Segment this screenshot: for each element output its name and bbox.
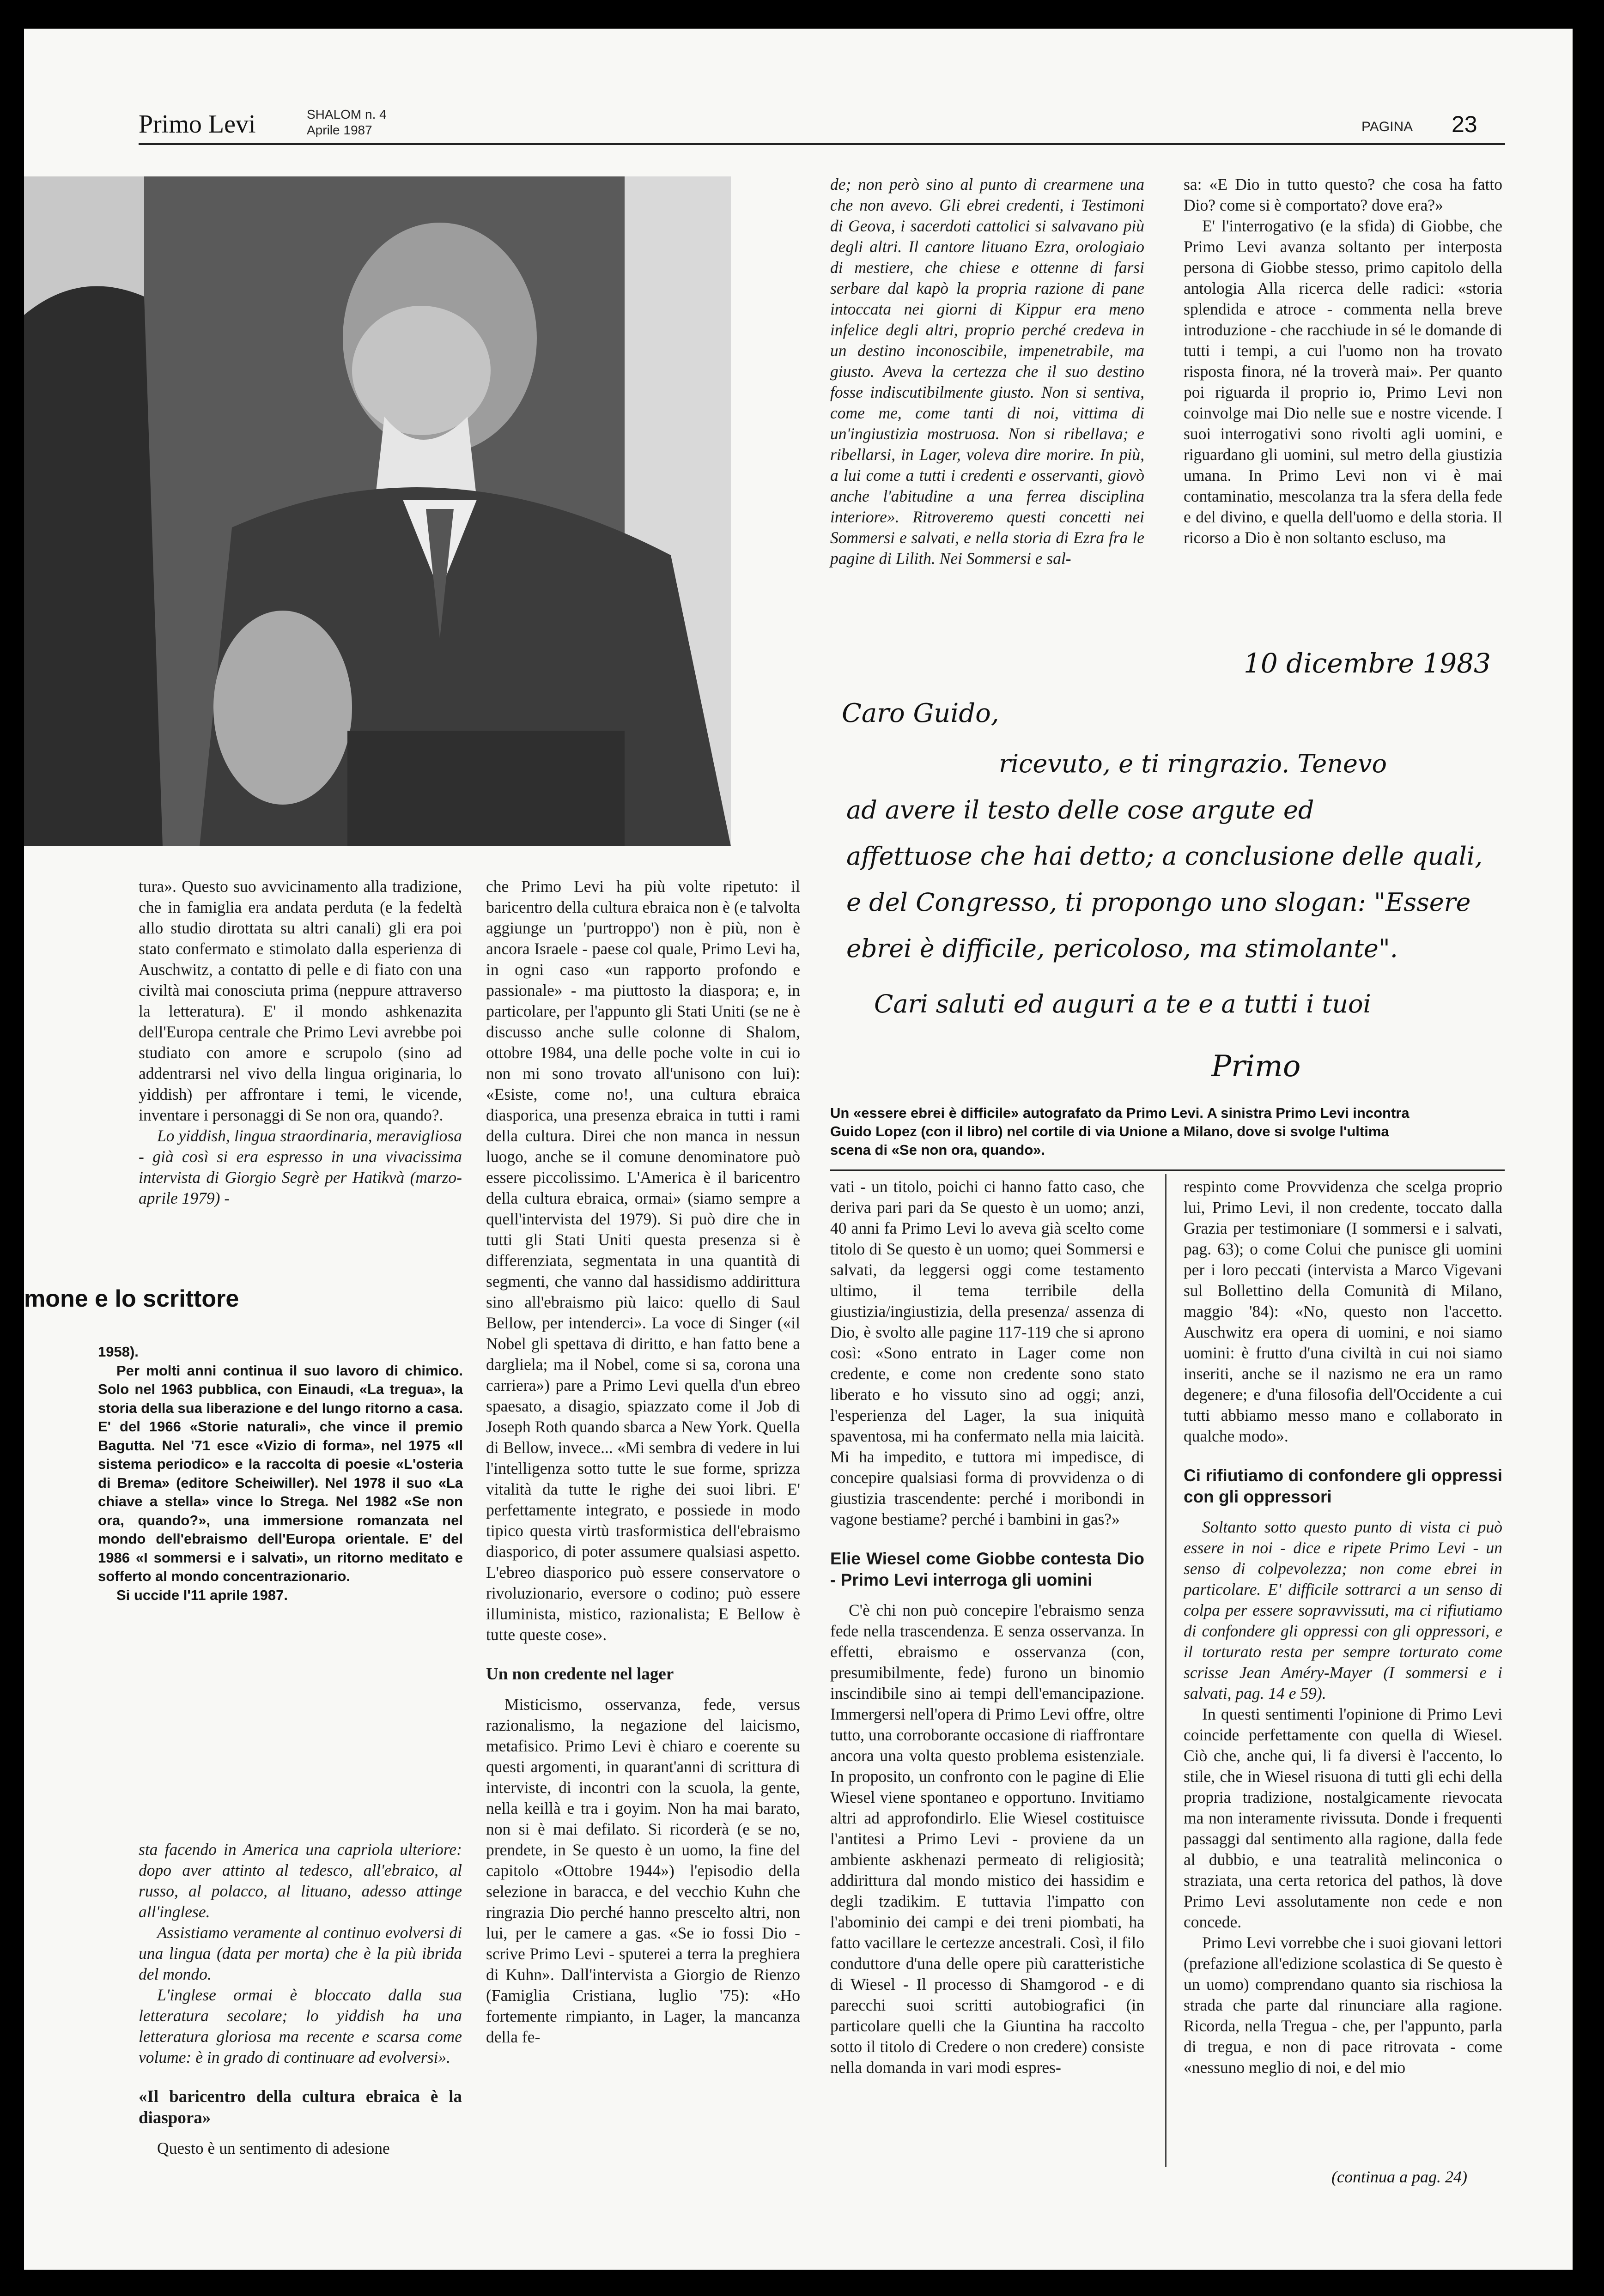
handwritten-letter <box>805 648 1525 1109</box>
bio-paragraph: Si uccide l'11 aprile 1987. <box>116 1587 288 1603</box>
letter-line: Cari saluti ed auguri a te e a tutti i tuoi <box>874 989 1371 1018</box>
newspaper-page <box>24 29 1573 2270</box>
bio-heading: mone e lo scrittore <box>24 1285 239 1312</box>
article-column-1b <box>139 1839 462 2159</box>
paragraph: che Primo Levi ha più volte ripetuto: il baricentro della cultura ebraica non è (e talvolta aggiunge un 'purtroppo') non è più, non è ancora Israele - paese col quale, Primo Levi ha, in ogni caso «un rapporto profondo e passionale» - ma piuttosto la diaspora; e, in particolare, per l'appunto gli Stati Uniti (se ne è discusso anche sulle colonne di Shalom, ottobre 1984, una delle poche volte in cui io non mi sono trovato all'unisono con lui): «Esiste, come no!, una cultura ebraica diasporica, una presenza ebraica in tutti i rami della cultura. Direi che non manca in nessun luogo, anche se il comune denominatore può essere piccolissimo. L'America è il baricentro della cultura ebraica, ormai» (siamo sempre a quell'intervista del 1979). Si può dire che in tutti gli Stati Uniti questa presenza si è differenziata, segmentata in una quantità di segmenti, che vanno dal hassidismo addirittura sino all'ebraismo più laico: quello di Saul Bellow, per intenderci». La voce di Singer («il Nobel gli spettava di diritto, e han fatto bene a dargliela; ma il Nobel, come si sa, corona una carriera») pare a Primo Levi quella d'un ebreo spaesato, a disagio, spiazzato come il Job di Joseph Roth quando sbarca a New York. Quella di Bellow, invece... «Mi sembra di vedere in lui l'intelligenza sotto tutte le sue forme, sprizza vitalità da tutte le righe dei suoi libri. E' perfettamente integrato, e possiede in modo tipico questa virtù trasformistica dell'ebraismo diasporico, di poter assumere qualsiasi aspetto. L'ebreo diasporico può essere conservatore o rivoluzionario, eversore o codino; può essere illuminista, mistico, razionalista; E Bellow è tutte queste cose». <box>486 877 800 1644</box>
paragraph: C'è chi non può concepire l'ebraismo senza fede nella trascendenza. E senza osservanza. In effetti, ebraismo e osservanza (con, presumibilmente, fede) furono un binomio inscindibile sino ai tempi dell'emancipazione. Immergersi nell'opera di Primo Levi offre, oltre tutto, una corroborante occasione di riaffrontare ancora una volta questo problema esistenziale. In proposito, un confronto con le pagine di Elie Wiesel viene spontaneo e opportuno. Invitiamo altri ad approfondirlo. Elie Wiesel costituisce l'antitesi a Primo Levi - proviene da un ambiente askhenazi permeato di religiosità; addirittura dal mondo mistico dei hassidim e degli tzadikim. E tuttavia l'impatto con l'abominio dei campi e dei treni piombati, ha fatto vacillare le certezze ancestrali. Così, il filo conduttore d'una delle opere più caratteristiche di Wiesel - Il processo di Shamgorod - e di parecchi suoi scritti autobiografici (in particolare quelli che la Giuntina ha raccolto sotto il titolo di Credere o non credere) consiste nella domanda in vari modi espres- <box>830 1601 1144 2077</box>
article-column-3-top <box>830 174 1144 569</box>
publication-date: Aprile 1987 <box>307 123 372 137</box>
subheading: Un non credente nel lager <box>486 1665 674 1684</box>
bio-paragraph: Per molti anni continua il suo lavoro di chimico. Solo nel 1963 pubblica, con Einaudi, «La tregua», la storia della sua liberazione e del lungo ritorno a casa. E' del 1966 «Storie naturali», che vince il premio Bagutta. Nel '71 esce «Vizio di forma», nel 1975 «Il sistema periodico» e la raccolta di poesie «L'osteria di Brema» (editore Scheiwiller). Nel 1978 il suo «La chiave a stella» vince lo Strega. Nel 1982 «Se non ora, quando?», una immersione romanzata nel mondo dell'ebraismo dell'Europa orientale. E' del 1986 «I sommersi e i salvati», un ritorno meditato e sofferto al mondo concentrazionario. <box>98 1362 463 1584</box>
paragraph: tura». Questo suo avvicinamento alla tradizione, che in famiglia era andata perduta (e la fedeltà allo studio dirottata su altri canali) gli era poi stato confermato e stimolato dalla esperienza di Auschwitz, a contatto di pelle e di fiato con una civiltà mai conosciuta prima (neppure attraverso la letteratura). E' il mondo ashkenazita dell'Europa centrale che Primo Levi avrebbe poi studiato con amore e scrupolo (sino ad addentrarsi nel vivo della lingua originaria, lo yiddish) per affrontare i temi, le vicende, inventare i personaggi di Se non ora, quando?. <box>139 877 462 1124</box>
article-column-4 <box>1184 1176 1502 2078</box>
article-column-4-top <box>1184 174 1502 548</box>
paragraph: Misticismo, osservanza, fede, versus razionalismo, la negazione del laicismo, metafisico. Primo Levi è chiaro e coerente su questi argomenti, in quarant'anni di scrittura di interviste, di incontri con la scuola, la gente, nella keillà e tra i goyim. Non ha mai barato, non si è mai defilato. Si ricorderà (e se no, prendete, in Se questo è un uomo, la fine del capitolo «Ottobre 1944») l'episodio della selezione in baracca, e del vecchio Kuhn che ringrazia Dio perché hanno prescelto altri, non lui, per le camere a gas. «Se io fossi Dio - scrive Primo Levi - sputerei a terra la preghiera di Kuhn». Dall'intervista a Giorgio de Rienzo (Famiglia Cristiana, luglio '75): «Ho fortemente rimpianto, in Lager, la mancanza della fe- <box>486 1695 800 2046</box>
publication-issue: SHALOM n. 4 <box>307 107 387 121</box>
paragraph: de; non però sino al punto di crearmene una che non avevo. Gli ebrei credenti, i Testimoni di Geova, i sacerdoti cattolici si salvavano più degli altri. Il cantore lituano Ezra, orologiaio di mestiere, che chiese e ottenne di farsi serbare dal kapò la propria razione di pane intoccata nei giorni di Kippur era meno infelice degli altri, proprio perché credeva in un destino inconoscibile, impenetrabile, ma giusto. Aveva la certezza che il suo destino fosse indiscutibilmente giusto. Non si sentiva, come me, come tanti di noi, vittima di un'ingiustizia mostruosa. Non si ribellava; e ribellarsi, in Lager, voleva dire morire. In più, a lui come a tutti i credenti e osservanti, giovò anche l'abitudine a una ferrea disciplina interiore». Ritroveremo questi concetti nei Sommersi e salvati, e nella storia di Ezra fra le pagine di Lilith. Nei Sommersi e sal- <box>830 175 1144 568</box>
paragraph: respinto come Provvidenza che scelga proprio lui, Primo Levi, il non credente, toccato dalla Grazia per testimoniare (I sommersi e i salvati, pag. 63); o come Colui che punisce gli uomini per i loro peccati (intervista a Marco Vigevani sul Bollettino della Comunità di Milano, maggio '84): «No, questo non l'accetto. Auschwitz era opera di uomini, e noi siamo uomini: è frutto d'una civiltà in cui noi siamo inseriti, anche se il nazismo ne era un ramo degenere; e d'una filosofia dell'Occidente a cui tutti abbiamo messo mano e collaborato in qualche modo». <box>1184 1177 1502 1445</box>
paragraph: Soltanto sotto questo punto di vista ci può essere in noi - dice e ripete Primo Levi - un senso di colpevolezza; non come ebrei in particolare. E' difficile sottrarci a un senso di colpa per essere sopravvissuti, ma ci rifiutiamo di confondere gli oppressi con gli oppressori, e il torturato resta per sempre torturato come scrisse Jean Améry-Mayer (I sommersi e i salvati, pag. 14 e 59). <box>1184 1518 1502 1702</box>
page-label: PAGINA <box>1361 119 1413 134</box>
photo-caption: Un «essere ebrei è difficile» autografato da Primo Levi. A sinistra Primo Levi incontra Guido Lopez (con il libro) nel cortile di via Unione a Milano, dove si svolge l'ultima scena di «Se non ora, quando». <box>830 1105 1410 1158</box>
photo-primo-levi <box>24 176 731 846</box>
column-divider <box>1165 1174 1167 2167</box>
paragraph: In questi sentimenti l'opinione di Primo Levi coincide perfettamente con quella di Wiesel. Ciò che, anche qui, li fa diversi è l'accento, lo stile, che in Wiesel risuona di tutti gli echi della propria tradizione, nostalgicamente rievocata ma non interamente rivissuta. Donde i frequenti passaggi dal sentimento alla ragione, dalla fede al dubbio, e una teatralità melinconica o straziata, una certa retorica del pathos, là dove Primo Levi assolutamente non cede e non concede. <box>1184 1705 1502 1931</box>
paragraph: Primo Levi vorrebbe che i suoi giovani lettori (prefazione all'edizione scolastica di Se questo è un uomo) comprendano quanto sia rischiosa la strada che parte dal rinunciare alla ragione. Ricorda, nella Tregua - che, per l'appunto, parla di tregua, e non di pace ritrovata - come «nessuno meglio di noi, e del mio <box>1184 1933 1502 2077</box>
paragraph: Assistiamo veramente al continuo evolversi di una lingua (data per morta) che è la più ibrida del mondo. <box>139 1923 462 1983</box>
paragraph: vati - un titolo, poichi ci hanno fatto caso, che deriva pari pari da Se questo è un uomo; anzi, 40 anni fa Primo Levi lo aveva già scelto come titolo di Se questo è un uomo; quei Sommersi e salvati, da leggersi oggi come testamento ultimo, il tema terribile della giustizia/ingiustizia, della presenza/ assenza di Dio, è svolto alle pagine 117-119 che si aprono così: «Sono entrato in Lager come non credente, e come non credente sono stato liberato e ho vissuto sino ad oggi; anzi, l'esperienza del Lager, la sua iniquità spaventosa, mi ha confermato nella mia laicità. Mi ha impedito, e tuttora mi impedisce, di concepire qualsiasi forma di provvidenza o di giustizia trascendente: perché i moribondi in vagone bestiame? perché i bambini in gas?» <box>830 1177 1144 1528</box>
paragraph: sa: «E Dio in tutto questo? che cosa ha fatto Dio? come si è comportato? dove era?» <box>1184 175 1502 214</box>
paragraph: E' l'interrogativo (e la sfida) di Giobbe, che Primo Levi avanza soltanto per interposta persona di Giobbe stesso, primo capitolo della antologia Alla ricerca delle radici: «storia splendida e atroce - commenta nella breve introduzione - che racchiude in sé le domande di tutti i tempi, a cui l'uomo non ha trovato risposta finora, né la troverà mai». Per quanto poi riguarda il proprio io, Primo Levi non coinvolge mai Dio nelle sue e nostre vicende. I suoi interrogativi sono rivolti agli uomini, e riguardano gli uomini, sul metro della giustizia umana. In Primo Levi non vi è mai contaminatio, mescolanza tra la sfera della fede e del divino, e quella dell'uomo e della storia. Il ricorso a Dio è non soltanto escluso, ma <box>1184 217 1503 547</box>
paragraph: sta facendo in America una capriola ulteriore: dopo aver attinto al tedesco, all'ebraico, al russo, al polacco, al lituano, adesso attinge all'inglese. <box>139 1840 462 1921</box>
article-column-3 <box>830 1176 1144 2078</box>
subheading: «Il baricentro della cultura ebraica è la diaspora» <box>139 2087 462 2127</box>
letter-signature: Primo <box>1211 1049 1301 1084</box>
section-title: Primo Levi <box>139 110 256 139</box>
continued-note: (continua a pag. 24) <box>1331 2168 1467 2186</box>
paragraph: Lo yiddish, lingua straordinaria, meravigliosa - già così si era espresso in una vivacissima intervista di Giorgio Segrè per Hatikvà (marzo-aprile 1979) - <box>139 1127 462 1207</box>
letter-line: ricevuto, e ti ringrazio. Tenevo <box>999 749 1387 778</box>
letter-date: 10 dicembre 1983 <box>1244 648 1491 679</box>
letter-greeting: Caro Guido, <box>842 698 999 728</box>
letter-line: affettuose che hai detto; a conclusione delle quali, <box>846 842 1483 871</box>
subheading: Ci rifiutiamo di confondere gli oppressi con gli oppressori <box>1184 1466 1502 1506</box>
paragraph: L'inglese ormai è bloccato dalla sua letteratura secolare; lo yiddish ha una letteratura gloriosa ma recente e scarsa come volume: è in grado di continuare ad evolversi». <box>139 1986 462 2066</box>
subheading: Elie Wiesel come Giobbe contesta Dio - Primo Levi interroga gli uomini <box>830 1549 1144 1589</box>
letter-line: ebrei è difficile, pericoloso, ma stimolante". <box>846 934 1398 963</box>
bio-box <box>98 1343 463 1605</box>
paragraph: Questo è un sentimento di adesione <box>157 2139 390 2157</box>
masthead-rule <box>139 143 1505 145</box>
letter-line: e del Congresso, ti propongo uno slogan: "Essere <box>846 888 1471 917</box>
bio-paragraph: 1958). <box>98 1344 139 1360</box>
photo-illustration <box>24 176 731 846</box>
page-number: 23 <box>1452 111 1477 137</box>
caption-rule <box>830 1169 1505 1171</box>
article-column-1 <box>139 876 462 1209</box>
article-column-2 <box>486 876 800 2048</box>
letter-line: ad avere il testo delle cose argute ed <box>846 795 1314 824</box>
